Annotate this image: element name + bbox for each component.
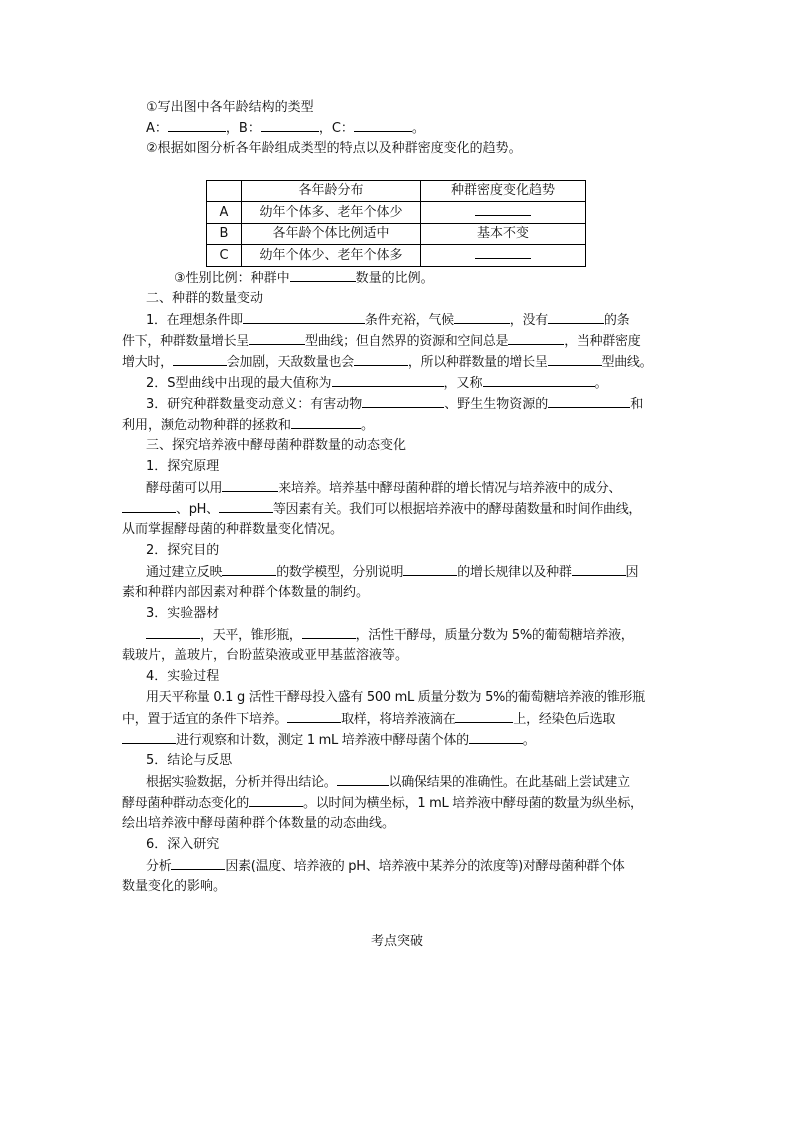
s3-3-line1: ，天平，锥形瓶， ，活性干酵母，质量分数为 5%的葡萄糖培养液，: [146, 625, 706, 645]
s2-p1-line3: 增大时， 会加剧，天敌数量也会 ，所以种群数量的增长呈 型曲线。: [122, 352, 682, 372]
s3-4-line1: 用天平称量 0.1 g 活性干酵母投入盛有 500 mL 质量分数为 5%的葡萄糖培养液的锥形瓶: [146, 690, 645, 705]
s3-5-line2: 酵母菌种群动态变化的 。以时间为横坐标，1 mL 培养液中酵母菌的数量为纵坐标，: [122, 793, 682, 813]
s3-4-line3: 进行观察和计数，测定 1 mL 培养液中酵母菌个体的 。: [122, 730, 682, 750]
s3-1-line3: 从而掌握酵母菌的种群数量变化情况。: [122, 522, 344, 537]
s3-2-line1: 通过建立反映 的数学模型，分别说明 的增长规律以及种群 因: [146, 562, 706, 582]
s3-5-line1: 根据实验数据，分析并得出结论。 以确保结果的准确性。在此基础上尝试建立: [146, 772, 706, 792]
age-structure-table: [206, 180, 586, 267]
s3-6-line2: 数量变化的影响。: [122, 879, 227, 894]
s3-2-line2: 素和种群内部因素对种群个体数量的制约。: [122, 585, 370, 600]
section-3-title: 三、探究培养液中酵母菌种群数量的动态变化: [146, 438, 407, 453]
s3-6-heading: 6．深入研究: [146, 837, 220, 852]
q2-line: ②根据如图分析各年龄组成类型的特点以及种群密度变化的趋势。: [146, 141, 522, 156]
s3-1-line1: 酵母菌可以用 来培养。培养基中酵母菌种群的增长情况与培养液中的成分、: [146, 478, 706, 498]
s2-p1-line2: 件下，种群数量增长呈 型曲线；但自然界的资源和空间总是 ，当种群密度: [122, 331, 682, 351]
header-trend: 种群密度变化趋势: [421, 181, 586, 202]
s3-1-line2: 、pH、 等因素有关。我们可以根据培养液中的酵母菌数量和时间作曲线，: [122, 499, 682, 519]
s2-p1-line1: 1．在理想条件即 条件充裕，气候 ，没有 的条: [146, 310, 706, 330]
q1-line: ①写出图中各年龄结构的类型: [146, 100, 314, 115]
header-distribution: 各年龄分布: [242, 181, 421, 202]
section-2-title: 二、种群的数量变动: [146, 291, 264, 306]
section-footer-title: 考点突破: [370, 934, 423, 949]
q3-line: ③性别比例：种群中 数量的比例。: [174, 268, 734, 288]
answer-blank: [475, 202, 531, 216]
table-row: A 幼年个体多、老年个体少: [207, 202, 586, 224]
s2-p3-line2: 利用，濒危动物种群的拯救和 。: [122, 415, 682, 435]
answer-blank: [475, 245, 531, 259]
s2-p3-line1: 3．研究种群数量变动意义：有害动物 、野生生物资源的 和: [146, 394, 706, 414]
s3-6-line1: 分析 因素(温度、培养液的 pH、培养液中某养分的浓度等)对酵母菌种群个体: [146, 856, 706, 876]
table-header-row: [207, 181, 586, 202]
s3-1-heading: 1．探究原理: [146, 459, 220, 474]
table-row: B 各年龄个体比例适中 基本不变: [207, 224, 586, 245]
s3-5-line3: 绘出培养液中酵母菌种群个体数量的动态曲线。: [122, 816, 396, 831]
s3-3-heading: 3．实验器材: [146, 606, 220, 621]
s3-4-heading: 4．实验过程: [146, 669, 220, 684]
s3-5-heading: 5．结论与反思: [146, 753, 233, 768]
s2-p2-line: 2．S型曲线中出现的最大值称为 ，又称 。: [146, 373, 706, 393]
abc-line: A： ，B： ，C： 。: [146, 118, 706, 138]
table-row: C 幼年个体少、老年个体多: [207, 245, 586, 267]
s3-3-line2: 载玻片，盖玻片，台盼蓝染液或亚甲基蓝溶液等。: [122, 648, 409, 663]
s3-2-heading: 2．探究目的: [146, 543, 220, 558]
s3-4-line2: 中，置于适宜的条件下培养。 取样，将培养液滴在 上，经染色后选取: [122, 709, 682, 729]
